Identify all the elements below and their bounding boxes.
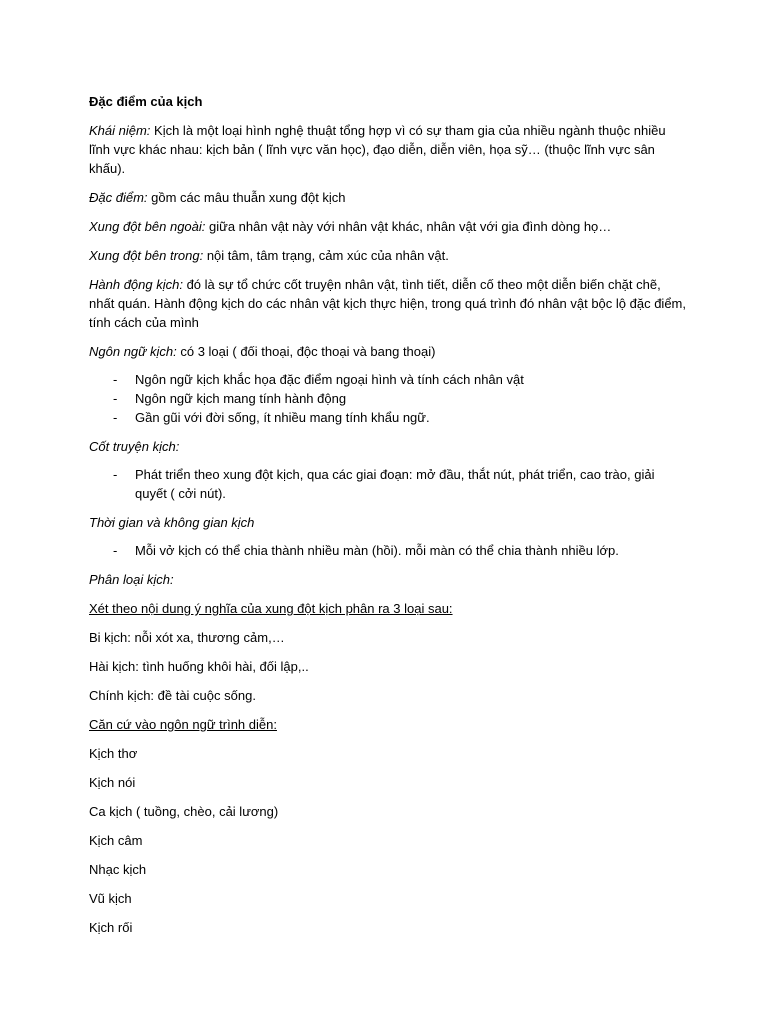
term-hanh-dong: Hành động kịch:: [89, 277, 183, 292]
list-item: - Ngôn ngữ kịch mang tính hành động: [89, 389, 689, 408]
text-ngon-ngu: có 3 loại ( đối thoại, độc thoại và bang thoại): [176, 344, 436, 359]
term-khai-niem: Khái niệm:: [89, 123, 151, 138]
line-loai: Vũ kịch: [89, 891, 132, 906]
paragraph-khai-niem: [89, 121, 689, 178]
line-loai: Kịch rối: [89, 920, 133, 935]
text-xung-dot-ngoai: giữa nhân vật này với nhân vật khác, nhân vật với gia đình dòng họ…: [205, 219, 612, 234]
list-item: - Mỗi vở kịch có thể chia thành nhiều màn (hồi). mỗi màn có thể chia thành nhiều lớp.: [89, 541, 689, 560]
list-thoi-gian: [89, 541, 689, 560]
text-xung-dot-trong: nội tâm, tâm trạng, cảm xúc của nhân vật.: [203, 248, 449, 263]
term-dac-diem: Đặc điểm:: [89, 190, 148, 205]
line-hai-kich: Hài kịch: tình huống khôi hài, đối lập,..: [89, 659, 309, 674]
line-loai: Kịch thơ: [89, 746, 138, 761]
paragraph-xung-dot-trong: [89, 246, 689, 265]
text-hanh-dong: đó là sự tổ chức cốt truyện nhân vật, tình tiết, diễn cố theo một diễn biến chặt chẽ, nhất quán. Hành động kịch do các nhân vật kịch thực hiện, trong quá trình đó nhân vật bộc lộ đặc điểm, tính cách của mình: [89, 277, 686, 330]
document-body: [89, 92, 689, 947]
line-bi-kich: Bi kịch: nỗi xót xa, thương cảm,…: [89, 630, 285, 645]
term-ngon-ngu: Ngôn ngữ kịch:: [89, 344, 177, 359]
subheading-can-cu: Căn cứ vào ngôn ngữ trình diễn:: [89, 717, 277, 732]
text-dac-diem: gồm các mâu thuẫn xung đột kịch: [147, 190, 346, 205]
list-ngon-ngu: [89, 370, 689, 427]
line-loai: Ca kịch ( tuồng, chèo, cải lương): [89, 804, 279, 819]
subheading-xet-theo: Xét theo nội dung ý nghĩa của xung đột kịch phân ra 3 loại sau:: [89, 601, 453, 616]
line-loai: Kịch nói: [89, 775, 136, 790]
list-cot-truyen: [89, 465, 689, 503]
term-xung-dot-trong: Xung đột bên trong:: [89, 248, 204, 263]
text-khai-niem: Kịch là một loại hình nghệ thuật tổng hợp vì có sự tham gia của nhiều ngành thuộc nhiều lĩnh vực khác nhau: kịch bản ( lĩnh vực văn học), đạo diễn, diễn viên, họa sỹ… (thuộc lĩnh vực sân khấu).: [89, 123, 666, 176]
document-title: Đặc điểm của kịch: [89, 94, 203, 109]
list-item: - Gần gũi với đời sống, ít nhiều mang tính khẩu ngữ.: [89, 408, 689, 427]
heading-phan-loai: Phân loại kịch:: [89, 572, 174, 587]
paragraph-xung-dot-ngoai: [89, 217, 689, 236]
paragraph-ngon-ngu: [89, 342, 689, 361]
list-item: - Phát triển theo xung đột kịch, qua các giai đoạn: mở đầu, thắt nút, phát triển, cao trào, giải quyết ( cởi nút).: [89, 465, 689, 503]
paragraph-hanh-dong: [89, 275, 689, 332]
heading-cot-truyen: Cốt truyện kịch:: [89, 439, 180, 454]
term-xung-dot-ngoai: Xung đột bên ngoài:: [89, 219, 206, 234]
heading-thoi-gian: Thời gian và không gian kịch: [89, 515, 255, 530]
line-loai: Nhạc kịch: [89, 862, 147, 877]
list-item: - Ngôn ngữ kịch khắc họa đặc điểm ngoại hình và tính cách nhân vật: [89, 370, 689, 389]
paragraph-dac-diem: [89, 188, 689, 207]
line-chinh-kich: Chính kịch: đề tài cuộc sống.: [89, 688, 256, 703]
line-loai: Kịch câm: [89, 833, 143, 848]
